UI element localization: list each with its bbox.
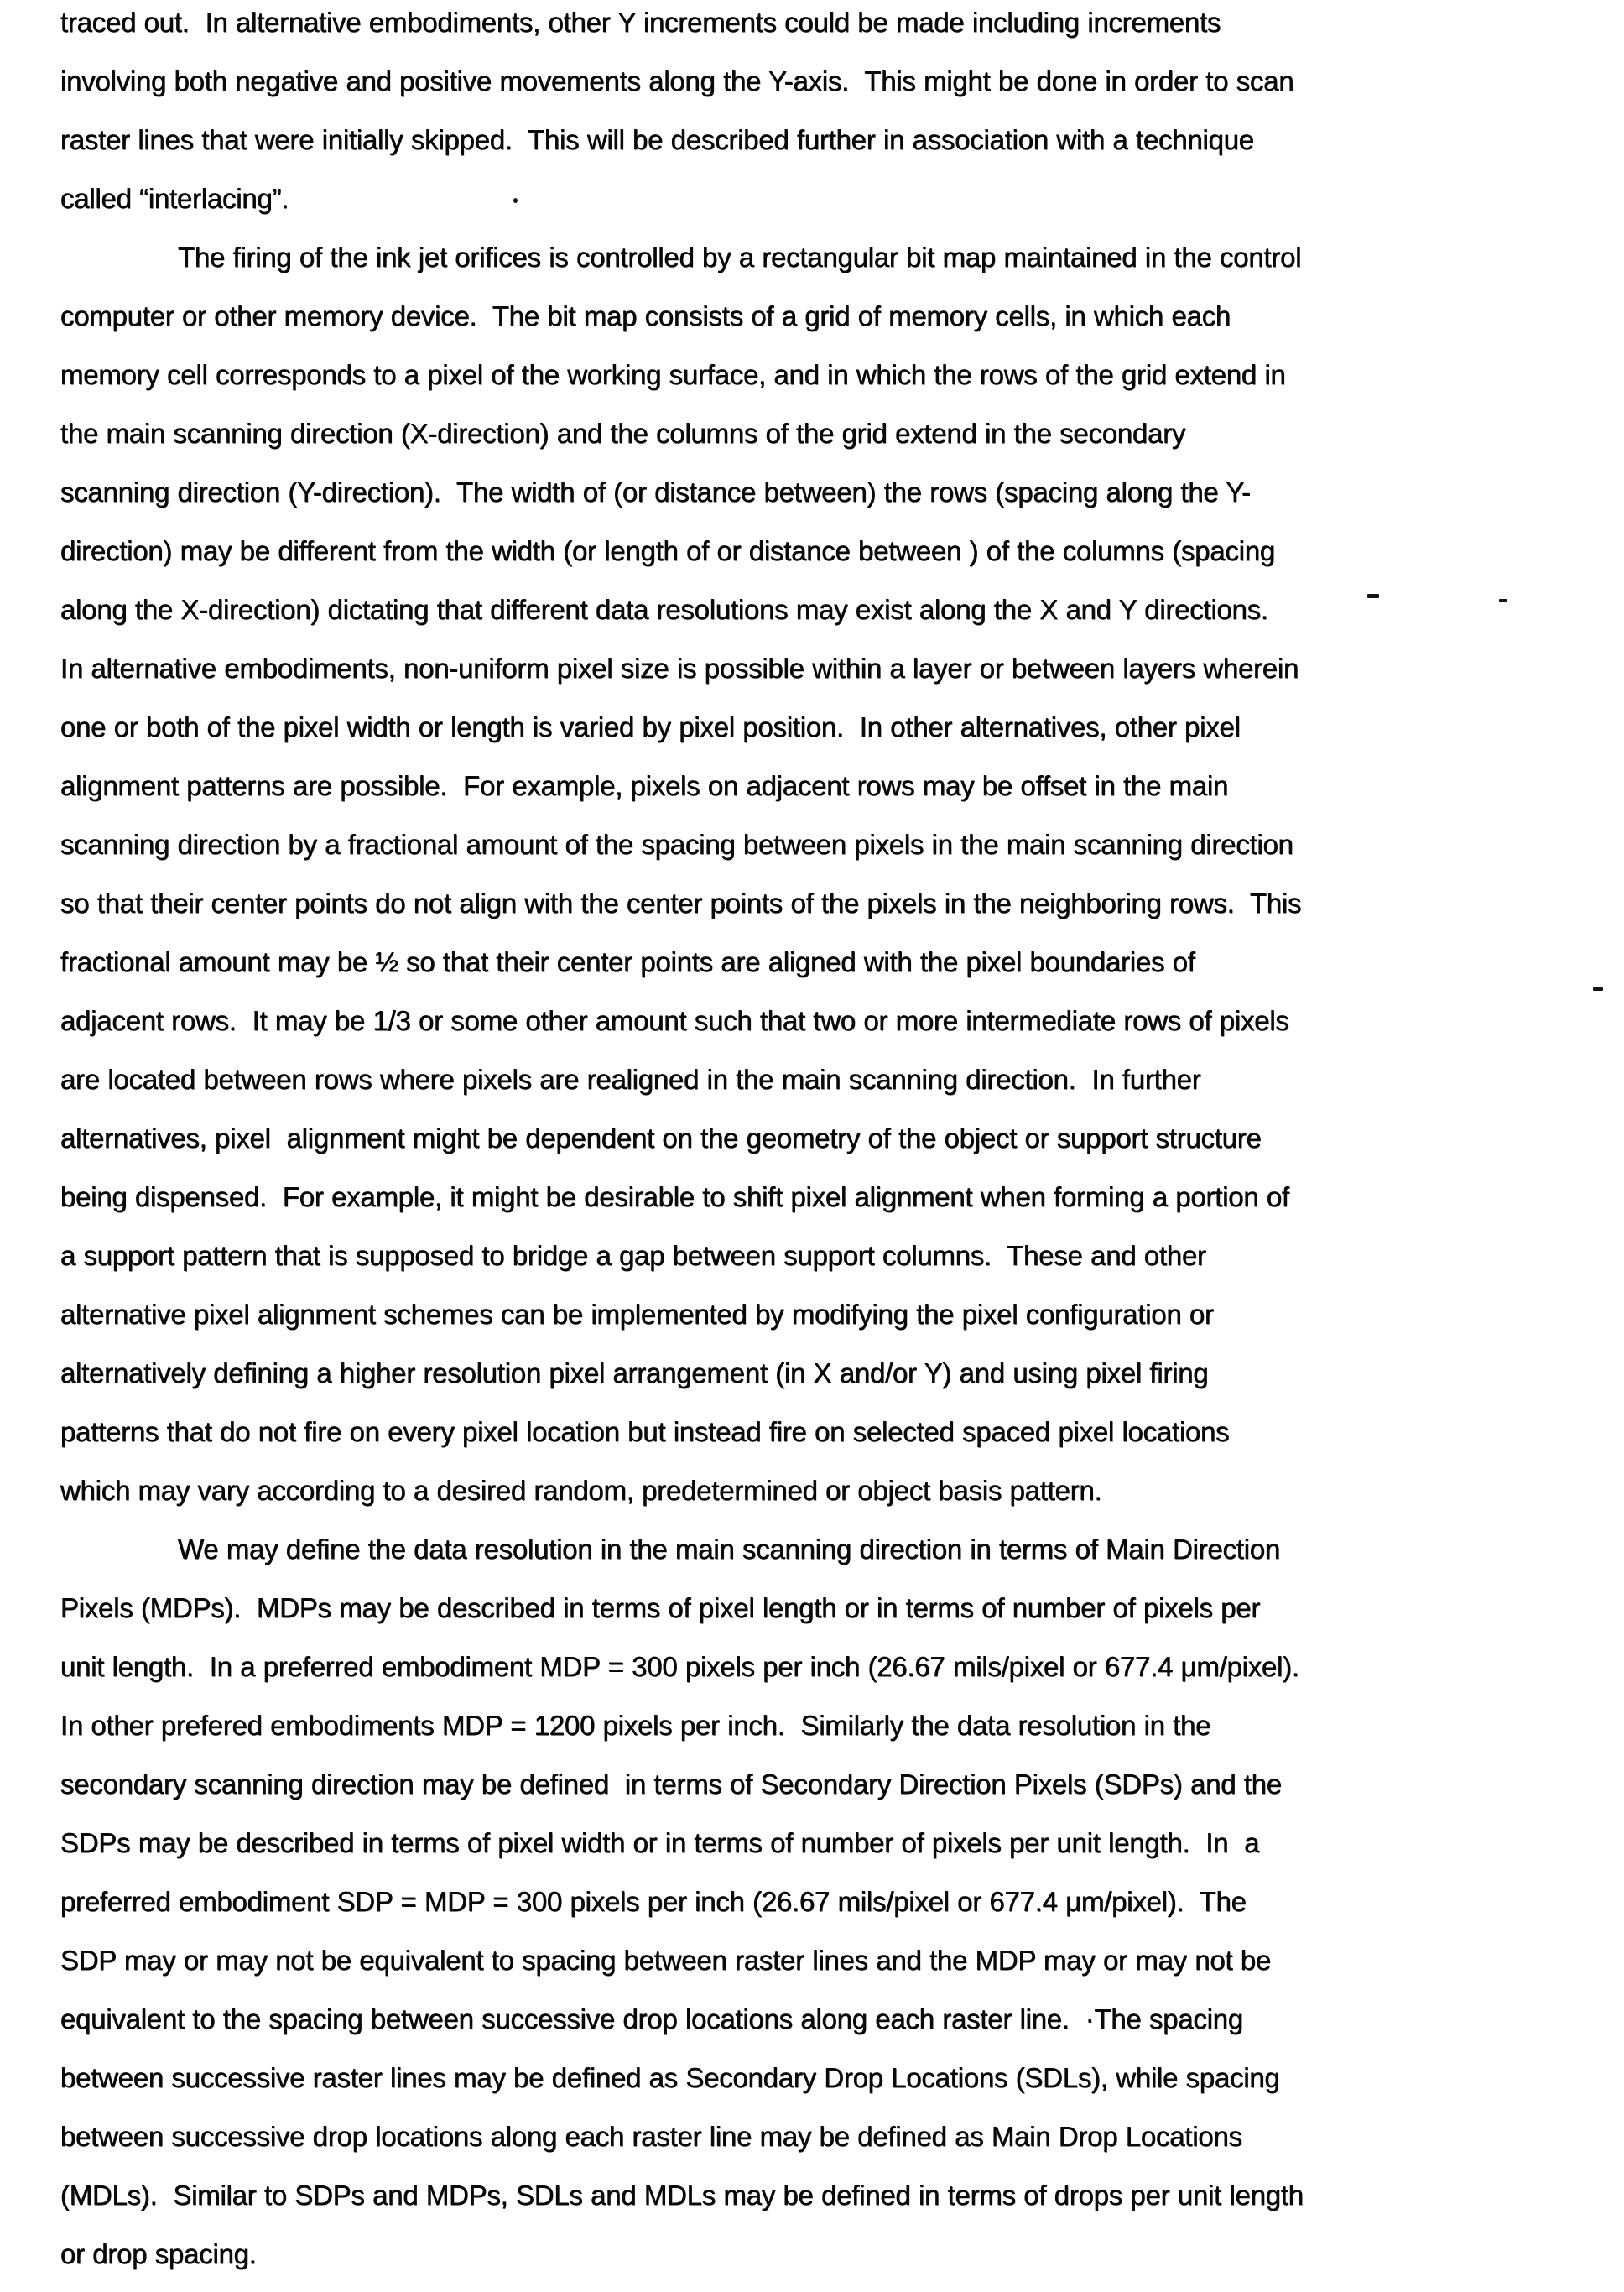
text-line: called “interlacing”.	[60, 183, 289, 214]
text-line: one or both of the pixel width or length is varied by pixel position. In other alternatives, other pixel	[60, 711, 1241, 742]
scan-artifact	[1367, 594, 1379, 598]
text-line: equivalent to the spacing between successive drop locations along each raster line. ·The spacing	[60, 2003, 1243, 2034]
text-line: In other prefered embodiments MDP = 1200 pixels per inch. Similarly the data resolution in the	[60, 1710, 1211, 1741]
text-line: traced out. In alternative embodiments, other Y increments could be made including increments	[60, 7, 1221, 38]
text-line: preferred embodiment SDP = MDP = 300 pixels per inch (26.67 mils/pixel or 677.4 μm/pixel). The	[60, 1886, 1247, 1917]
text-line: so that their center points do not align with the center points of the pixels in the neighboring rows. This	[60, 888, 1302, 919]
text-line: involving both negative and positive movements along the Y-axis. This might be done in order to scan	[60, 65, 1294, 96]
paragraph	[60, 228, 1579, 1520]
text-line: The firing of the ink jet orifices is controlled by a rectangular bit map maintained in the control	[178, 242, 1302, 273]
text-line: alignment patterns are possible. For example, pixels on adjacent rows may be offset in the main	[60, 770, 1229, 801]
text-line: adjacent rows. It may be 1/3 or some other amount such that two or more intermediate rows of pixels	[60, 1005, 1289, 1036]
text-line: computer or other memory device. The bit map consists of a grid of memory cells, in which each	[60, 300, 1231, 331]
document-body	[60, 0, 1579, 2284]
scan-artifact	[1593, 987, 1603, 991]
text-line: memory cell corresponds to a pixel of the working surface, and in which the rows of the grid extend in	[60, 359, 1286, 390]
text-line: scanning direction (Y-direction). The width of (or distance between) the rows (spacing along the Y-	[60, 477, 1251, 508]
paragraph	[60, 1520, 1579, 2284]
text-line: are located between rows where pixels are realigned in the main scanning direction. In further	[60, 1064, 1201, 1095]
text-line: direction) may be different from the width (or length of or distance between ) of the columns (spacing	[60, 535, 1275, 566]
text-line: a support pattern that is supposed to bridge a gap between support columns. These and other	[60, 1240, 1206, 1271]
scan-artifact	[1499, 599, 1507, 602]
text-line: which may vary according to a desired random, predetermined or object basis pattern.	[60, 1475, 1102, 1506]
text-line: unit length. In a preferred embodiment MDP = 300 pixels per inch (26.67 mils/pixel or 677.4 μm/pixel).	[60, 1651, 1299, 1682]
text-line: alternative pixel alignment schemes can be implemented by modifying the pixel configuration or	[60, 1299, 1214, 1330]
text-line: alternatively defining a higher resolution pixel arrangement (in X and/or Y) and using pixel firing	[60, 1357, 1209, 1388]
text-line: or drop spacing.	[60, 2238, 257, 2269]
paragraph	[60, 0, 1579, 228]
text-line: between successive raster lines may be defined as Secondary Drop Locations (SDLs), while spacing	[60, 2062, 1280, 2093]
text-line: patterns that do not fire on every pixel location but instead fire on selected spaced pixel locations	[60, 1416, 1230, 1447]
text-line: fractional amount may be ½ so that their center points are aligned with the pixel boundaries of	[60, 946, 1195, 977]
text-line: along the X-direction) dictating that different data resolutions may exist along the X and Y directions.	[60, 594, 1268, 625]
text-line: the main scanning direction (X-direction) and the columns of the grid extend in the secondary	[60, 418, 1186, 449]
text-line: SDPs may be described in terms of pixel width or in terms of number of pixels per unit length. In a	[60, 1827, 1260, 1858]
text-line: scanning direction by a fractional amount of the spacing between pixels in the main scanning direction	[60, 829, 1293, 860]
text-line: In alternative embodiments, non-uniform pixel size is possible within a layer or between layers wherein	[60, 653, 1299, 684]
text-line: We may define the data resolution in the main scanning direction in terms of Main Direction	[178, 1534, 1280, 1565]
text-line: secondary scanning direction may be defined in terms of Secondary Direction Pixels (SDPs) and the	[60, 1768, 1282, 1800]
text-line: alternatives, pixel alignment might be dependent on the geometry of the object or support structure	[60, 1123, 1262, 1154]
text-line: being dispensed. For example, it might be desirable to shift pixel alignment when forming a portion of	[60, 1181, 1289, 1212]
text-line: between successive drop locations along each raster line may be defined as Main Drop Locations	[60, 2121, 1242, 2152]
scan-artifact	[513, 198, 518, 203]
text-line: Pixels (MDPs). MDPs may be described in terms of pixel length or in terms of number of pixels per	[60, 1592, 1261, 1623]
text-line: (MDLs). Similar to SDPs and MDPs, SDLs and MDLs may be defined in terms of drops per unit length	[60, 2180, 1304, 2211]
text-line: raster lines that were initially skipped. This will be described further in association with a technique	[60, 124, 1254, 155]
text-line: SDP may or may not be equivalent to spacing between raster lines and the MDP may or may not be	[60, 1945, 1272, 1976]
